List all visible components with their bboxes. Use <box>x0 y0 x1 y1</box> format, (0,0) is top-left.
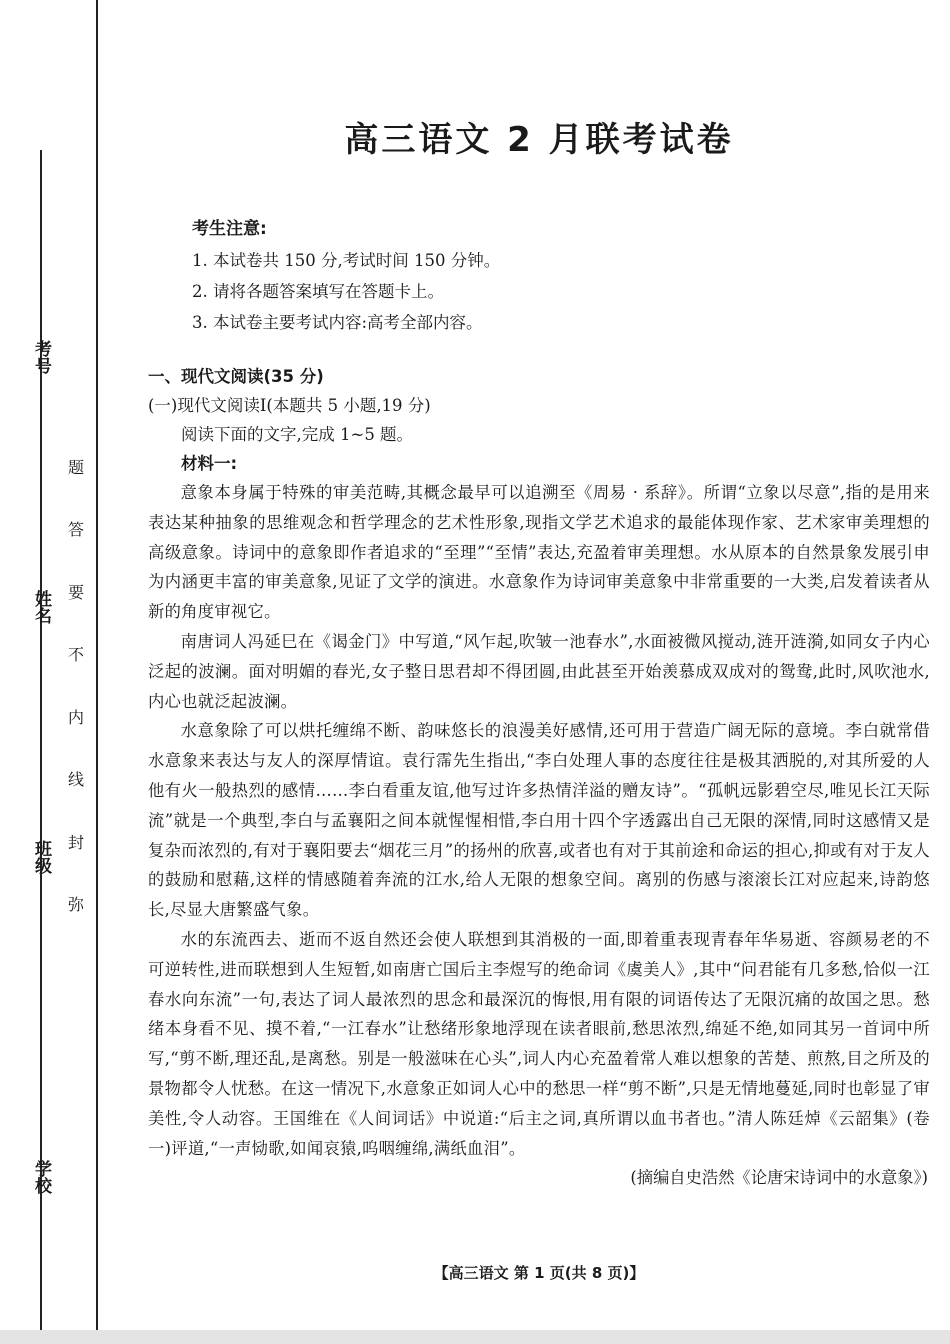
page-footer: 【高三语文 第 1 页(共 8 页)】 <box>433 1264 645 1282</box>
seal-char: 线 <box>67 770 84 790</box>
class-label: 班级 <box>31 840 51 874</box>
section-heading: 一、现代文阅读(35 分) <box>148 367 324 386</box>
margin-inner-rule <box>96 0 98 1330</box>
section-subheading: (一)现代文阅读Ⅰ(本题共 5 小题,19 分) <box>148 396 431 415</box>
seal-char: 弥 <box>67 894 84 914</box>
passage-paragraph: 南唐词人冯延巳在《谒金门》中写道,“风乍起,吹皱一池春水”,水面被微风搅动,涟开涟漪,如同女子内心泛起的波澜。面对明媚的春光,女子整日思君却不得团圆,由此甚至开始羡慕成双成对的鸳鸯,此时,风吹池水,内心也就泛起波澜。 <box>148 631 930 711</box>
section-instruction: 阅读下面的文字,完成 1~5 题。 <box>181 425 414 444</box>
exam-page <box>148 0 930 1344</box>
seal-char: 答 <box>67 520 84 540</box>
seal-char: 不 <box>67 645 84 665</box>
exam-notice <box>192 214 792 338</box>
seal-char: 封 <box>67 832 84 852</box>
seal-char: 内 <box>67 707 84 727</box>
page-title: 高三语文 2 月联考试卷 <box>344 120 734 160</box>
notice-item: 2. 请将各题答案填写在答题卡上。 <box>192 282 444 301</box>
passage-paragraph: 水意象除了可以烘托缠绵不断、韵味悠长的浪漫美好感情,还可用于营造广阔无际的意境。李白就常借水意象来表达与友人的深厚情谊。袁行霈先生指出,“李白处理人事的态度往往是极其洒脱的,对其所爱的人他有火一般热烈的感情……李白看重友谊,他写过许多热情洋溢的赠友诗”。“孤帆远影碧空尽,唯见长江天际流”就是一个典型,李白与孟襄阳之间本就惺惺相惜,李白用十四个字透露出自己无限的深情,同时这感情又是复杂而浓烈的,有对于襄阳要去“烟花三月”的扬州的欣喜,或者也有对于其前途和命运的担心,抑或有对于友人的鼓励和慰藉,这样的情感随着奔流的江水,给人无限的想象空间。离别的伤感与滚滚长江对应起来,诗韵悠长,尽显大唐繁盛气象。 <box>148 721 930 920</box>
seal-char: 要 <box>67 582 84 602</box>
exam-no-label: 考号 <box>31 340 51 374</box>
passage-paragraph: 水的东流西去、逝而不返自然还会使人联想到其消极的一面,即着重表现青春年华易逝、容颜易老的不可逆转性,进而联想到人生短暂,如南唐亡国后主李煜写的绝命词《虞美人》,其中“问君能有几多愁,恰似一江春水向东流”一句,表达了词人最浓烈的思念和最深沉的悔恨,用有限的词语传达了无限沉痛的故国之思。愁绪本身看不见、摸不着,“一江春水”让愁绪形象地浮现在读者眼前,愁思浓烈,绵延不绝,如同其另一首词中所写,“剪不断,理还乱,是离愁。别是一般滋味在心头”,词人内心充盈着常人难以想象的苦楚、煎熬,目之所及的景物都令人忧愁。在这一情况下,水意象正如词人心中的愁思一样“剪不断”,只是无情地蔓延,同时也彰显了审美性,令人动容。王国维在《人间词话》中说道:“后主之词,真所谓以血书者也。”清人陈廷焯《云韶集》(卷一)评道,“一声恸歌,如闻哀猿,呜咽缠绵,满纸血泪”。 <box>148 929 930 1158</box>
passage-source: (摘编自史浩然《论唐宋诗词中的水意象》) <box>630 1168 928 1188</box>
material-label: 材料一: <box>181 454 238 473</box>
notice-item: 3. 本试卷主要考试内容:高考全部内容。 <box>192 313 483 332</box>
margin-outer-rule <box>40 150 42 1330</box>
binding-margin <box>0 0 100 1344</box>
passage-paragraph: 意象本身属于特殊的审美范畴,其概念最早可以追溯至《周易 · 系辞》。所谓“立象以尽意”,指的是用来表达某种抽象的思维观念和哲学理念的艺术性形象,现指文学艺术追求的最能体现作家、艺术家审美理想的高级意象。诗词中的意象即作者追求的“至理”“至情”表达,充盈着审美理想。水从原本的自然景象发展引申为内涵更丰富的审美意象,见证了文学的演进。水意象作为诗词审美意象中非常重要的一大类,启发着读者从新的角度审视它。 <box>148 483 930 622</box>
seal-line-text <box>64 455 88 915</box>
reading-section <box>148 362 930 1193</box>
seal-char: 题 <box>67 458 84 477</box>
scan-bottom-edge <box>0 1330 950 1344</box>
notice-heading: 考生注意: <box>192 219 267 239</box>
notice-item: 1. 本试卷共 150 分,考试时间 150 分钟。 <box>192 251 501 270</box>
school-label: 学校 <box>31 1160 51 1194</box>
name-label: 姓名 <box>31 590 51 624</box>
